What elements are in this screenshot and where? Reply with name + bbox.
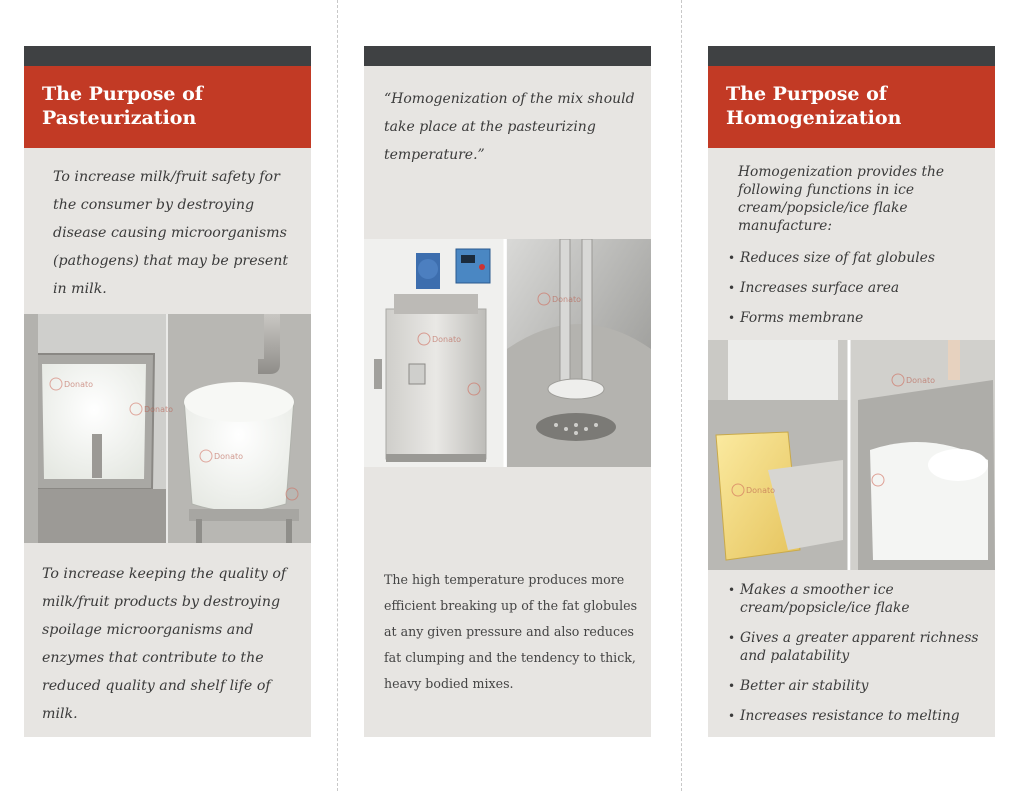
svg-text:Donato: Donato [64, 380, 94, 389]
svg-text:Donato: Donato [746, 486, 776, 495]
panel-top-bar [24, 46, 311, 66]
homogenization-bullets-top [728, 249, 990, 327]
panel-top-bar [364, 46, 651, 66]
panel-homogenization [708, 46, 995, 737]
homogenization-temperature-text: The high temperature produces more efficient breaking up of the fat globules at any given pressure and also reduces fat clumping and the tendency to thick, heavy bodied mixes. [384, 572, 638, 691]
panel-header [24, 66, 311, 148]
list-item: • Forms membrane [728, 309, 990, 327]
pasteurizer-tank-photo [24, 314, 311, 543]
panel-pasteurization [24, 46, 311, 737]
svg-text:Donato: Donato [552, 295, 582, 304]
fold-line-left [337, 0, 338, 791]
pasteurization-safety-text: To increase milk/fruit safety for the consumer by destroying disease causing microorganisms (pathogens) that may be present in milk. [53, 169, 289, 297]
svg-text:Donato: Donato [432, 335, 462, 344]
fold-line-right [681, 0, 682, 791]
panel-top-bar [708, 46, 995, 66]
panel-title: The Purpose of Pasteurization [42, 83, 203, 129]
panel-title: The Purpose of Homogenization [726, 83, 902, 129]
list-item: • Increases resistance to melting [728, 707, 990, 725]
pasteurization-quality-text: To increase keeping the quality of milk/fruit products by destroying spoilage microorganisms and enzymes that contribute to the reduced quality and shelf life of milk. [42, 566, 287, 722]
list-item: • Makes a smoother ice cream/popsicle/ice flake [728, 581, 990, 617]
list-item: • Increases surface area [728, 279, 990, 297]
homogenizer-machine-photo [364, 239, 651, 467]
svg-text:Donato: Donato [144, 405, 174, 414]
homogenization-intro-text: Homogenization provides the following functions in ice cream/popsicle/ice flake manufacture: [738, 164, 945, 234]
homogenization-quote: “Homogenization of the mix should take place at the pasteurizing temperature.” [384, 91, 635, 163]
svg-text:Donato: Donato [906, 376, 936, 385]
panel-homogenization-temperature [364, 46, 651, 737]
list-item: • Reduces size of fat globules [728, 249, 990, 267]
homogenization-bullets-bottom [728, 581, 990, 725]
panel-header [708, 66, 995, 148]
ice-cream-mix-photo [708, 340, 995, 570]
list-item: • Gives a greater apparent richness and palatability [728, 629, 990, 665]
svg-text:Donato: Donato [214, 452, 244, 461]
list-item: • Better air stability [728, 677, 990, 695]
